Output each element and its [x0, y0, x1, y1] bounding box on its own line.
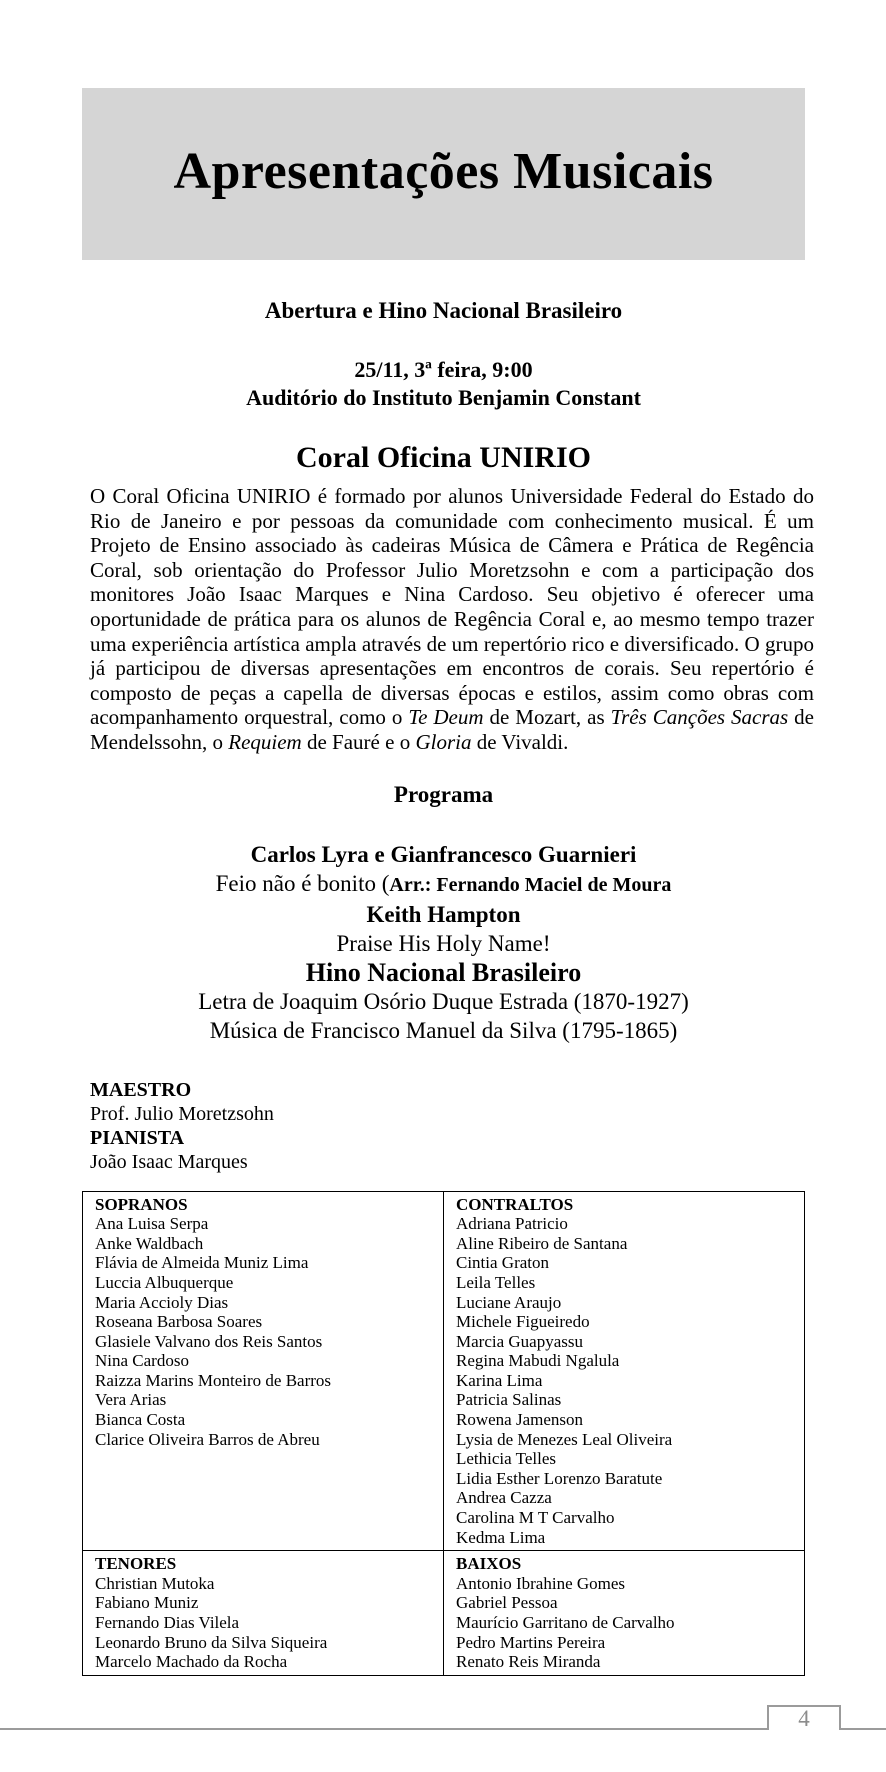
program-piece-2: Praise His Holy Name!	[336, 930, 551, 956]
description-run: O Coral Oficina UNIRIO é formado por alunos Universidade Federal do Estado do Rio de Janeiro e por pessoas da comunidade com conhecimento musical. É um Projeto de Ensino associado às cadeiras Música de Câmera e Prática de Regência Coral, sob orientação do Professor Julio Moretzsohn e com a participação dos monitores João Isaac Marques e Nina Cardoso. Seu objetivo é oferecer uma oportunidade de prática para os alunos de Regência Coral e, ao mesmo tempo trazer uma experiência artística ampla através de um repertório rico e diversificado. O grupo já participou de diversas apresentações em encontros de corais. Seu repertório é composto de peças a capella de diversas épocas e estilos, assim como obras com acompanhamento orquestral, como o	[90, 484, 814, 730]
contralto-name: Karina Lima	[456, 1370, 543, 1390]
credits	[90, 1078, 814, 1174]
pianist-name: João Isaac Marques	[90, 1150, 248, 1173]
contralto-name: Regina Mabudi Ngalula	[456, 1351, 620, 1371]
baixo-name: Renato Reis Miranda	[456, 1652, 601, 1672]
footer-rule-right	[841, 1728, 886, 1730]
contraltos-list	[456, 1214, 796, 1547]
piece-title: Feio não é bonito (	[215, 870, 390, 896]
contralto-name: Andrea Cazza	[456, 1488, 552, 1508]
soprano-name: Luccia Albuquerque	[95, 1272, 234, 1292]
roster-row-women	[83, 1191, 805, 1551]
anthem-lyrics-credit: Letra de Joaquim Osório Duque Estrada (1870-1927)	[198, 988, 689, 1014]
title-banner	[82, 88, 805, 260]
soprano-name: Raizza Marins Monteiro de Barros	[95, 1370, 332, 1390]
soprano-name: Ana Luisa Serpa	[95, 1214, 209, 1234]
roster-cell-baixos	[444, 1551, 805, 1676]
soprano-name: Anke Waldbach	[95, 1233, 204, 1253]
tenor-name: Christian Mutoka	[95, 1573, 215, 1593]
baixos-list	[456, 1574, 796, 1672]
soprano-name: Maria Accioly Dias	[95, 1292, 229, 1312]
soprano-name: Roseana Barbosa Soares	[95, 1312, 263, 1332]
contralto-name: Carolina M T Carvalho	[456, 1508, 615, 1528]
tenores-header: TENORES	[95, 1554, 177, 1574]
roster-row-men	[83, 1551, 805, 1676]
piece-arranger: Arr.: Fernando Maciel de Moura	[389, 873, 672, 896]
roster-cell-sopranos	[83, 1191, 444, 1551]
maestro-name: Prof. Julio Moretzsohn	[90, 1102, 274, 1125]
contralto-name: Rowena Jamenson	[456, 1410, 584, 1430]
program-piece-1	[82, 869, 805, 900]
baixo-name: Gabriel Pessoa	[456, 1593, 558, 1613]
sopranos-list	[95, 1214, 435, 1449]
contralto-name: Aline Ribeiro de Santana	[456, 1233, 628, 1253]
contralto-name: Lidia Esther Lorenzo Baratute	[456, 1468, 663, 1488]
description-run-italic: Te Deum	[408, 705, 484, 730]
event-venue: Auditório do Instituto Benjamin Constant	[246, 385, 641, 410]
event-title: Abertura e Hino Nacional Brasileiro	[264, 298, 623, 323]
description-run: de Mendelssohn, o	[90, 705, 814, 754]
description-run-italic: Gloria	[415, 729, 472, 754]
tenor-name: Leonardo Bruno da Silva Siqueira	[95, 1632, 328, 1652]
event-datetime: 25/11, 3ª feira, 9:00	[354, 357, 533, 382]
description-run-italic: Requiem	[228, 729, 302, 754]
contralto-name: Lethicia Telles	[456, 1449, 556, 1469]
page-number-box	[767, 1705, 841, 1730]
contralto-name: Leila Telles	[456, 1272, 536, 1292]
footer-rule-left	[0, 1728, 767, 1730]
pianist-label: PIANISTA	[90, 1126, 185, 1149]
program-heading: Programa	[393, 781, 494, 807]
description-run: de Fauré e o	[301, 729, 416, 754]
contralto-name: Luciane Araujo	[456, 1292, 562, 1312]
baixo-name: Maurício Garritano de Carvalho	[456, 1613, 675, 1632]
choir-name: Coral Oficina UNIRIO	[296, 441, 591, 474]
tenor-name: Fabiano Muniz	[95, 1593, 199, 1613]
sopranos-header: SOPRANOS	[95, 1194, 188, 1214]
page-title: Apresentações Musicais	[173, 142, 714, 200]
contralto-name: Adriana Patricio	[456, 1214, 568, 1234]
tenor-name: Fernando Dias Vilela	[95, 1613, 240, 1632]
contraltos-header: CONTRALTOS	[456, 1194, 574, 1214]
page-footer	[0, 1705, 886, 1731]
baixo-name: Antonio Ibrahine Gomes	[456, 1573, 626, 1593]
baixo-name: Pedro Martins Pereira	[456, 1632, 606, 1652]
roster-cell-tenores	[83, 1551, 444, 1676]
page-number: 4	[798, 1705, 810, 1731]
maestro-label: MAESTRO	[90, 1078, 192, 1101]
anthem-title: Hino Nacional Brasileiro	[305, 957, 582, 987]
choir-description	[90, 484, 814, 755]
description-run: de Mozart, as	[483, 705, 611, 730]
soprano-name: Nina Cardoso	[95, 1351, 189, 1371]
soprano-name: Flávia de Almeida Muniz Lima	[95, 1253, 309, 1273]
program-composer-2: Keith Hampton	[366, 901, 521, 927]
tenor-name: Marcelo Machado da Rocha	[95, 1652, 288, 1672]
soprano-name: Vera Arias	[95, 1390, 167, 1410]
roster-table	[82, 1191, 805, 1676]
contralto-name: Michele Figueiredo	[456, 1312, 590, 1332]
description-run: de Vivaldi.	[471, 729, 569, 754]
contralto-name: Marcia Guapyassu	[456, 1331, 583, 1351]
anthem-music-credit: Música de Francisco Manuel da Silva (1795-1865)	[209, 1017, 678, 1043]
soprano-name: Clarice Oliveira Barros de Abreu	[95, 1429, 320, 1449]
program-composer-1: Carlos Lyra e Gianfrancesco Guarnieri	[250, 841, 637, 867]
contralto-name: Patricia Salinas	[456, 1390, 562, 1410]
soprano-name: Bianca Costa	[95, 1410, 186, 1430]
roster-cell-contraltos	[444, 1191, 805, 1551]
description-run-italic: Três Canções Sacras	[610, 705, 789, 730]
soprano-name: Glasiele Valvano dos Reis Santos	[95, 1331, 323, 1351]
contralto-name: Kedma Lima	[456, 1527, 546, 1547]
program-list	[82, 840, 805, 1045]
tenores-list	[95, 1574, 435, 1672]
contralto-name: Lysia de Menezes Leal Oliveira	[456, 1429, 673, 1449]
baixos-header: BAIXOS	[456, 1554, 522, 1574]
contralto-name: Cintia Graton	[456, 1253, 550, 1273]
